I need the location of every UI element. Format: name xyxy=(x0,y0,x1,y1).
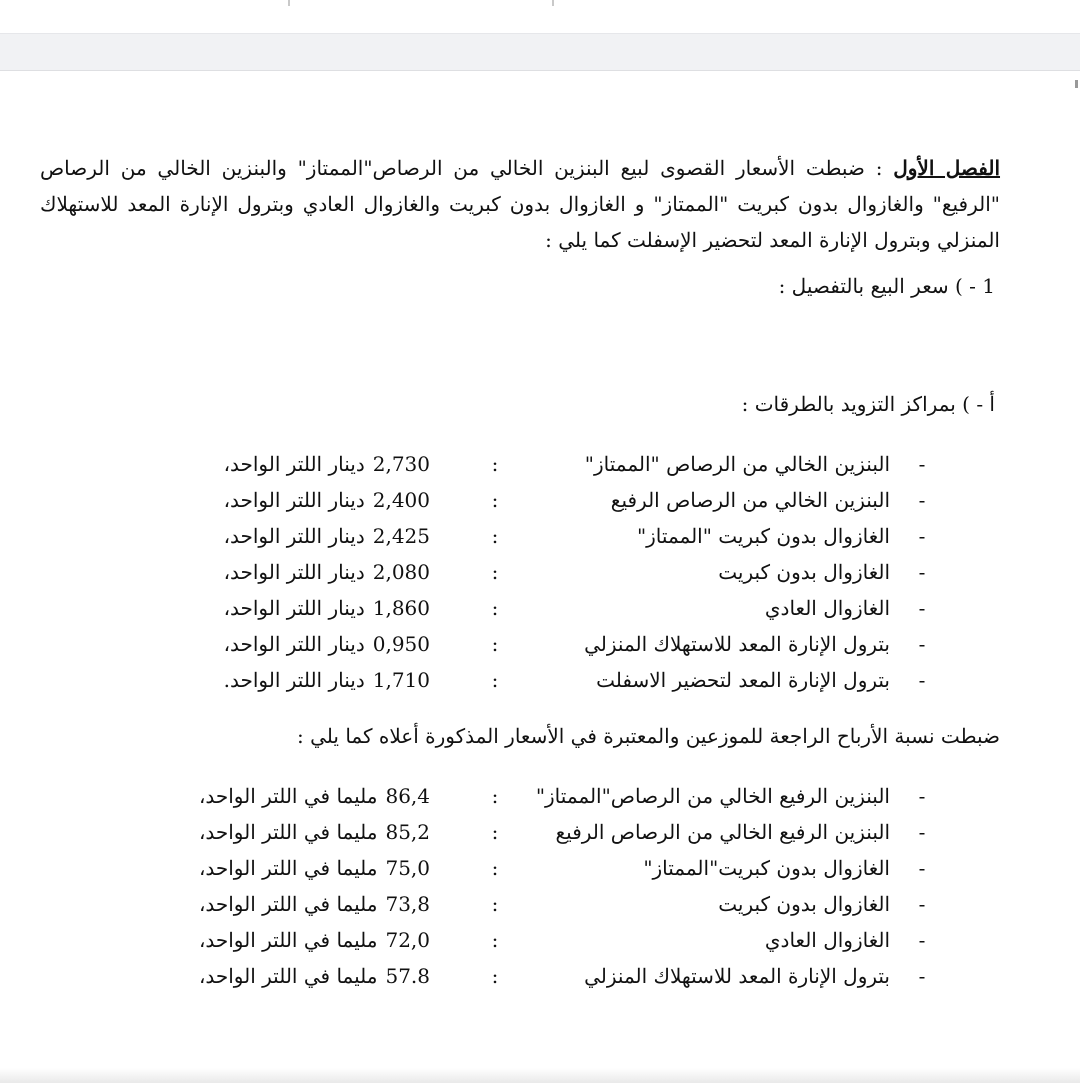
list-dash: - xyxy=(918,892,926,916)
product-label: بترول الإنارة المعد للاستهلاك المنزلي xyxy=(584,632,890,656)
margin-unit: مليما في اللتر الواحد، xyxy=(198,928,378,952)
list-dash: - xyxy=(918,524,926,548)
product-label: الغازوال العادي xyxy=(764,596,890,620)
price-number: 1,710 xyxy=(372,668,430,692)
product-label: بترول الإنارة المعد لتحضير الاسفلت xyxy=(596,668,890,692)
product-label: الغازوال بدون كبريت xyxy=(718,560,890,584)
list-dash: - xyxy=(918,856,926,880)
margin-row xyxy=(0,964,1080,1000)
margin-number: 57.8 xyxy=(385,964,430,988)
margin-unit: مليما في اللتر الواحد، xyxy=(198,856,378,880)
price-number: 2,400 xyxy=(372,488,430,512)
price-row xyxy=(0,488,1080,524)
margin-number: 72,0 xyxy=(385,928,430,952)
page-corner-mark xyxy=(1075,80,1078,88)
section-heading-retail: 1 - ) سعر البيع بالتفصيل : xyxy=(778,274,995,298)
separator-colon: : xyxy=(491,488,499,512)
margin-row xyxy=(0,892,1080,928)
separator-colon: : xyxy=(491,452,499,476)
margin-unit: مليما في اللتر الواحد، xyxy=(198,892,378,916)
separator-colon: : xyxy=(491,632,499,656)
margins-heading: ضبطت نسبة الأرباح الراجعة للموزعين والمعتبرة في الأسعار المذكورة أعلاه كما يلي : xyxy=(297,724,1000,748)
intro-paragraph xyxy=(40,150,1000,258)
margin-value xyxy=(199,784,430,808)
price-row xyxy=(0,596,1080,632)
margin-value xyxy=(199,892,430,916)
price-unit: دينار اللتر الواحد، xyxy=(223,632,365,656)
price-unit: دينار اللتر الواحد، xyxy=(223,596,365,620)
product-label: البنزين الخالي من الرصاص "الممتاز" xyxy=(584,452,890,476)
subsection-heading-stations: أ - ) بمراكز التزويد بالطرقات : xyxy=(741,392,995,416)
price-number: 0,950 xyxy=(372,632,430,656)
price-row xyxy=(0,632,1080,668)
price-number: 2,080 xyxy=(372,560,430,584)
list-dash: - xyxy=(918,668,926,692)
viewer-toolbar xyxy=(0,0,1080,71)
price-unit: دينار اللتر الواحد، xyxy=(223,452,365,476)
product-label: الغازوال بدون كبريت xyxy=(718,892,890,916)
product-label: البنزين الخالي من الرصاص الرفيع xyxy=(610,488,890,512)
intro-text: : ضبطت الأسعار القصوى لبيع البنزين الخالي من الرصاص"الممتاز" والبنزين الخالي من الرصاص "الرفيع" والغازوال بدون كبريت "الممتاز" و الغازوال بدون كبريت والغازوال العادي وبترول الإنارة المعد للاستهلاك المنزلي وبترول الإنارة المعد لتحضير الإسفلت كما يلي : xyxy=(40,156,1000,252)
product-label: البنزين الرفيع الخالي من الرصاص"الممتاز" xyxy=(535,784,890,808)
margin-value xyxy=(199,964,430,988)
list-dash: - xyxy=(918,820,926,844)
margin-number: 85,2 xyxy=(385,820,430,844)
list-dash: - xyxy=(918,964,926,988)
separator-colon: : xyxy=(491,964,499,988)
separator-colon: : xyxy=(491,856,499,880)
margin-value xyxy=(199,928,430,952)
separator-colon: : xyxy=(491,560,499,584)
list-dash: - xyxy=(918,928,926,952)
margin-row xyxy=(0,820,1080,856)
list-dash: - xyxy=(918,452,926,476)
margin-number: 73,8 xyxy=(385,892,430,916)
page-bottom-cutoff xyxy=(0,1068,1080,1083)
margin-number: 86,4 xyxy=(385,784,430,808)
separator-colon: : xyxy=(491,892,499,916)
price-unit: دينار اللتر الواحد، xyxy=(223,560,365,584)
separator-colon: : xyxy=(491,596,499,620)
product-label: الغازوال بدون كبريت "الممتاز" xyxy=(636,524,890,548)
price-unit: دينار اللتر الواحد، xyxy=(223,488,365,512)
toolbar-tick xyxy=(288,0,290,6)
price-value xyxy=(224,596,430,620)
separator-colon: : xyxy=(491,524,499,548)
margin-row xyxy=(0,928,1080,964)
product-label: الغازوال العادي xyxy=(764,928,890,952)
price-value xyxy=(224,452,430,476)
price-row xyxy=(0,560,1080,596)
price-number: 2,425 xyxy=(372,524,430,548)
chapter-heading: الفصل الأول xyxy=(893,156,1001,180)
price-value xyxy=(224,488,430,512)
separator-colon: : xyxy=(491,784,499,808)
margin-value xyxy=(199,856,430,880)
price-row xyxy=(0,524,1080,560)
margin-unit: مليما في اللتر الواحد، xyxy=(198,784,378,808)
margin-row xyxy=(0,856,1080,892)
price-value xyxy=(224,524,430,548)
price-value xyxy=(224,560,430,584)
price-row xyxy=(0,452,1080,488)
list-dash: - xyxy=(918,596,926,620)
margin-value xyxy=(199,820,430,844)
list-dash: - xyxy=(918,784,926,808)
separator-colon: : xyxy=(491,820,499,844)
margin-unit: مليما في اللتر الواحد، xyxy=(198,820,378,844)
separator-colon: : xyxy=(491,928,499,952)
product-label: الغازوال بدون كبريت"الممتاز" xyxy=(643,856,890,880)
margin-row xyxy=(0,784,1080,820)
viewer-top-strip xyxy=(0,0,1080,34)
price-value xyxy=(224,632,430,656)
separator-colon: : xyxy=(491,668,499,692)
margin-number: 75,0 xyxy=(385,856,430,880)
price-unit: دينار اللتر الواحد. xyxy=(223,668,365,692)
price-unit: دينار اللتر الواحد، xyxy=(223,524,365,548)
price-row xyxy=(0,668,1080,704)
product-label: البنزين الرفيع الخالي من الرصاص الرفيع xyxy=(555,820,890,844)
list-dash: - xyxy=(918,632,926,656)
price-number: 2,730 xyxy=(372,452,430,476)
product-label: بترول الإنارة المعد للاستهلاك المنزلي xyxy=(584,964,890,988)
toolbar-tick xyxy=(552,0,554,6)
list-dash: - xyxy=(918,560,926,584)
price-number: 1,860 xyxy=(372,596,430,620)
list-dash: - xyxy=(918,488,926,512)
price-value xyxy=(224,668,430,692)
margin-unit: مليما في اللتر الواحد، xyxy=(198,964,378,988)
